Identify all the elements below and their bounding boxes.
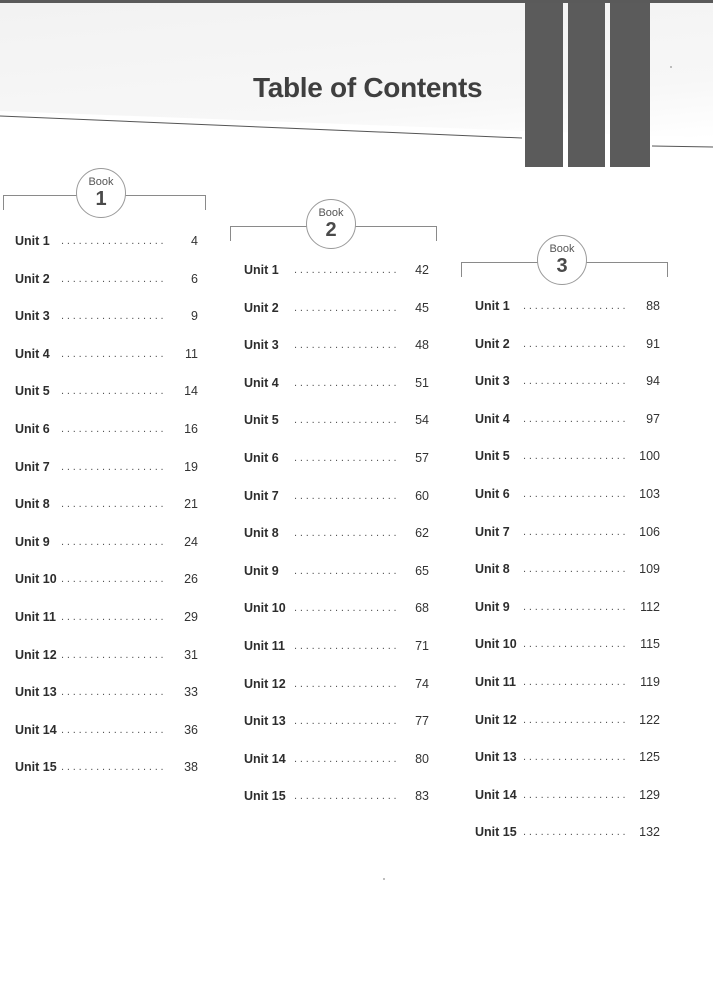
dot-leader: .................. — [523, 412, 629, 425]
page-number: 26 — [184, 572, 198, 587]
toc-entry — [244, 787, 429, 805]
page-number: 109 — [639, 562, 660, 577]
dot-leader: .................. — [61, 423, 167, 435]
unit-label: Unit 9 — [244, 563, 279, 578]
toc-entry — [244, 411, 429, 429]
page-number: 6 — [191, 271, 198, 286]
toc-entry — [244, 599, 429, 617]
unit-label: Unit 13 — [475, 750, 517, 765]
page-number: 11 — [185, 346, 198, 361]
dot-leader: .................. — [61, 648, 167, 661]
toc-entry — [15, 458, 198, 476]
page-number: 60 — [415, 488, 429, 503]
page-number: 33 — [184, 685, 198, 700]
dot-leader: .................. — [294, 489, 400, 502]
dot-leader: .................. — [61, 611, 167, 623]
unit-label: Unit 12 — [15, 647, 57, 662]
dot-leader: .................. — [294, 452, 400, 464]
unit-label: Unit 4 — [244, 375, 279, 390]
dot-leader: .................. — [294, 376, 400, 389]
unit-label: Unit 7 — [475, 524, 510, 539]
toc-entry — [15, 721, 198, 739]
dot-leader: .................. — [294, 752, 400, 765]
dot-leader: .................. — [61, 535, 167, 548]
toc-entry — [475, 560, 660, 578]
toc-entry — [244, 750, 429, 768]
dot-leader: .................. — [61, 573, 167, 586]
unit-label: Unit 1 — [244, 263, 279, 277]
dot-leader: .................. — [523, 600, 629, 613]
dot-leader: .................. — [523, 300, 629, 312]
toc-entry — [475, 673, 660, 691]
toc-entry — [15, 382, 198, 400]
page-number: 36 — [184, 722, 198, 737]
unit-label: Unit 9 — [15, 534, 50, 549]
dot-leader: .................. — [294, 264, 400, 276]
page-number: 9 — [191, 309, 198, 324]
unit-label: Unit 2 — [15, 271, 50, 286]
dot-leader: .................. — [61, 235, 167, 247]
page-number: 62 — [415, 526, 429, 541]
book-2-number: 2 — [325, 219, 337, 241]
book-3-label: Book — [549, 243, 575, 255]
dot-leader: .................. — [294, 640, 400, 652]
page-number: 45 — [415, 300, 429, 315]
unit-label: Unit 8 — [475, 562, 510, 577]
dot-leader: .................. — [523, 751, 629, 764]
toc-entry — [475, 635, 660, 653]
unit-label: Unit 4 — [475, 411, 510, 426]
page-number: 65 — [415, 563, 429, 578]
page-number: 77 — [415, 714, 429, 729]
dot-leader: .................. — [61, 686, 167, 699]
page-number: 97 — [646, 411, 660, 426]
dot-leader: .................. — [523, 337, 629, 350]
toc-entry — [244, 374, 429, 392]
toc-entry — [475, 410, 660, 428]
toc-entry — [15, 345, 198, 363]
decor-bar-2 — [568, 3, 605, 167]
book-3-badge — [537, 235, 587, 285]
unit-label: Unit 13 — [15, 685, 57, 700]
page-number: 91 — [646, 336, 660, 351]
toc-entry — [244, 487, 429, 505]
dot-leader: .................. — [61, 723, 167, 736]
toc-entry — [15, 608, 198, 626]
toc-entry — [244, 712, 429, 730]
dot-leader: .................. — [523, 488, 629, 500]
toc-entry — [244, 449, 429, 467]
unit-label: Unit 11 — [475, 675, 516, 689]
page-number: 100 — [639, 449, 660, 464]
toc-entry — [475, 297, 660, 315]
toc-entry — [15, 307, 198, 325]
page-number: 24 — [184, 534, 198, 549]
page-number: 68 — [415, 601, 429, 616]
page-title: Table of Contents — [253, 72, 483, 103]
page-number: 129 — [639, 787, 660, 802]
toc-entry — [475, 823, 660, 841]
dot-leader: .................. — [61, 347, 167, 360]
unit-label: Unit 15 — [15, 760, 57, 775]
unit-label: Unit 14 — [475, 787, 517, 802]
page-number: 119 — [640, 675, 660, 689]
unit-label: Unit 5 — [244, 413, 279, 428]
unit-label: Unit 2 — [475, 336, 510, 351]
unit-label: Unit 8 — [244, 526, 279, 541]
unit-label: Unit 14 — [244, 751, 286, 766]
toc-entry — [15, 420, 198, 438]
book-2-label: Book — [318, 207, 344, 219]
unit-label: Unit 5 — [15, 384, 50, 399]
toc-entry — [15, 758, 198, 776]
unit-label: Unit 3 — [475, 374, 510, 389]
unit-label: Unit 11 — [15, 610, 56, 624]
page-number: 29 — [184, 610, 198, 624]
dot-leader: .................. — [523, 676, 629, 688]
dot-leader: .................. — [294, 790, 400, 803]
toc-entry — [244, 637, 429, 655]
toc-entry — [244, 562, 429, 580]
dot-leader: .................. — [294, 301, 400, 314]
unit-label: Unit 15 — [244, 789, 286, 804]
toc-entry — [15, 533, 198, 551]
toc-entry — [244, 524, 429, 542]
page-number: 42 — [415, 263, 429, 277]
toc-entry — [15, 495, 198, 513]
toc-entry — [244, 675, 429, 693]
toc-entry — [475, 598, 660, 616]
unit-label: Unit 12 — [244, 676, 286, 691]
book-2-badge — [306, 199, 356, 249]
dot-leader: .................. — [61, 498, 167, 511]
unit-label: Unit 10 — [475, 637, 517, 652]
page-number: 71 — [415, 639, 429, 653]
unit-label: Unit 2 — [244, 300, 279, 315]
unit-label: Unit 3 — [15, 309, 50, 324]
unit-label: Unit 15 — [475, 825, 517, 840]
speck — [383, 878, 385, 880]
page-number: 14 — [184, 384, 198, 399]
dot-leader: .................. — [61, 385, 167, 398]
toc-entry — [475, 372, 660, 390]
book-1-badge — [76, 168, 126, 218]
page-number: 54 — [415, 413, 429, 428]
page-number: 132 — [639, 825, 660, 840]
toc-entry — [244, 261, 429, 279]
page-number: 88 — [646, 299, 660, 313]
dot-leader: .................. — [523, 563, 629, 576]
dot-leader: .................. — [523, 826, 629, 839]
toc-entry — [475, 523, 660, 541]
dot-leader: .................. — [523, 638, 629, 651]
page-number: 103 — [639, 487, 660, 501]
book-1-label: Book — [88, 176, 114, 188]
toc-entry — [15, 270, 198, 288]
unit-label: Unit 1 — [15, 234, 50, 248]
page-number: 115 — [640, 637, 660, 652]
unit-label: Unit 7 — [15, 459, 50, 474]
page-number: 57 — [415, 451, 429, 465]
page-number: 125 — [639, 750, 660, 765]
toc-entry — [244, 336, 429, 354]
toc-entry — [475, 711, 660, 729]
dot-leader: .................. — [61, 310, 167, 323]
page-number: 4 — [191, 234, 198, 248]
page-number: 83 — [415, 789, 429, 804]
page-number: 80 — [415, 751, 429, 766]
speck — [670, 66, 672, 68]
page-number: 74 — [415, 676, 429, 691]
dot-leader: .................. — [61, 460, 167, 473]
dot-leader: .................. — [523, 788, 629, 801]
unit-label: Unit 10 — [15, 572, 57, 587]
dot-leader: .................. — [523, 713, 629, 726]
page-number: 48 — [415, 338, 429, 353]
toc-entry — [475, 786, 660, 804]
toc-entry — [15, 683, 198, 701]
dot-leader: .................. — [61, 761, 167, 774]
dot-leader: .................. — [523, 525, 629, 538]
unit-label: Unit 5 — [475, 449, 510, 464]
toc-entry — [475, 335, 660, 353]
page-number: 38 — [184, 760, 198, 775]
unit-label: Unit 4 — [15, 346, 50, 361]
page-number: 21 — [184, 497, 198, 512]
dot-leader: .................. — [294, 414, 400, 427]
dot-leader: .................. — [294, 602, 400, 615]
page-number: 106 — [639, 524, 660, 539]
book-3-number: 3 — [556, 255, 568, 277]
page-number: 112 — [640, 599, 660, 614]
toc-entry — [475, 485, 660, 503]
unit-label: Unit 1 — [475, 299, 510, 313]
decor-bar-1 — [525, 3, 563, 167]
unit-label: Unit 13 — [244, 714, 286, 729]
page-number: 51 — [415, 375, 429, 390]
dot-leader: .................. — [523, 450, 629, 463]
toc-entry — [15, 570, 198, 588]
unit-label: Unit 6 — [244, 451, 279, 465]
unit-label: Unit 11 — [244, 639, 285, 653]
book-1-number: 1 — [95, 188, 107, 210]
page-number: 122 — [639, 712, 660, 727]
dot-leader: .................. — [294, 677, 400, 690]
unit-label: Unit 9 — [475, 599, 510, 614]
dot-leader: .................. — [523, 375, 629, 388]
unit-label: Unit 10 — [244, 601, 286, 616]
toc-entry — [15, 646, 198, 664]
unit-label: Unit 6 — [475, 487, 510, 501]
toc-entry — [244, 299, 429, 317]
unit-label: Unit 8 — [15, 497, 50, 512]
toc-entry — [475, 748, 660, 766]
unit-label: Unit 12 — [475, 712, 517, 727]
unit-label: Unit 14 — [15, 722, 57, 737]
page-number: 31 — [184, 647, 198, 662]
dot-leader: .................. — [294, 339, 400, 352]
unit-label: Unit 3 — [244, 338, 279, 353]
unit-label: Unit 6 — [15, 422, 50, 436]
dot-leader: .................. — [294, 564, 400, 577]
dot-leader: .................. — [61, 272, 167, 285]
dot-leader: .................. — [294, 715, 400, 728]
unit-label: Unit 7 — [244, 488, 279, 503]
decor-bar-3 — [610, 3, 650, 167]
page-number: 19 — [184, 459, 198, 474]
toc-entry — [15, 232, 198, 250]
toc-entry — [475, 447, 660, 465]
page-number: 94 — [646, 374, 660, 389]
dot-leader: .................. — [294, 527, 400, 540]
page-number: 16 — [184, 422, 198, 436]
